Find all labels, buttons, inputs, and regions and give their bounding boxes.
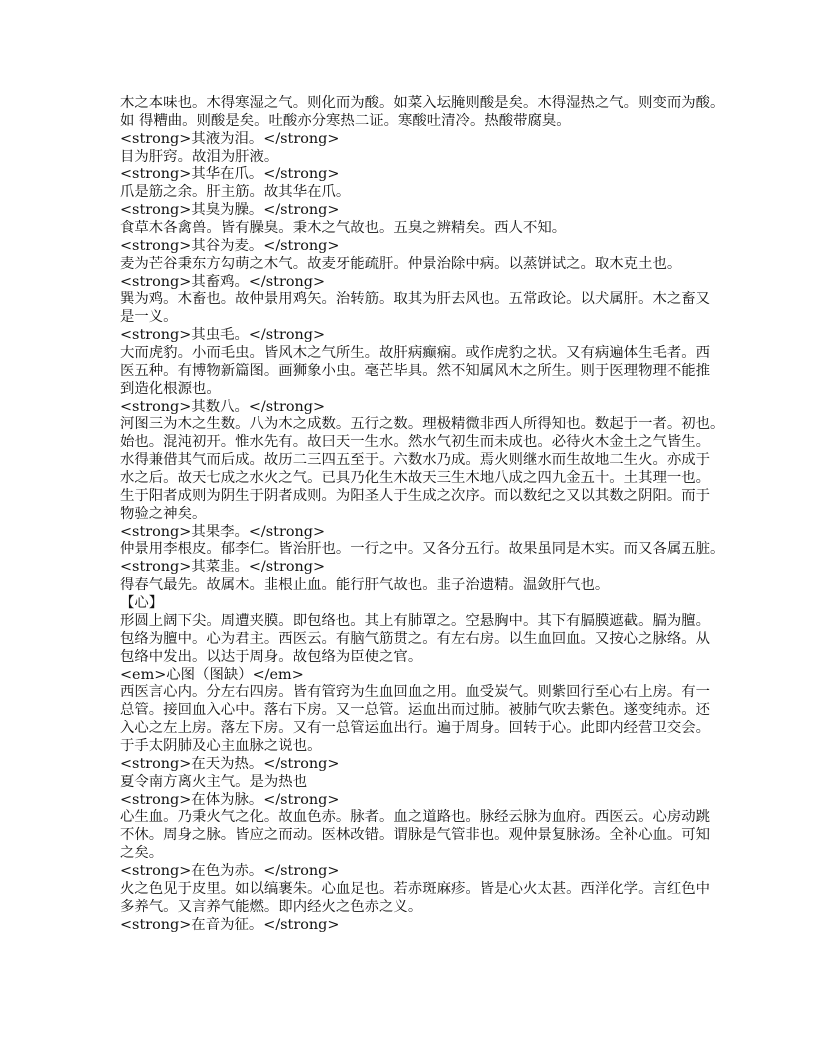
text-line: 麦为芒谷秉东方勾萌之木气。故麦牙能疏肝。仲景治除中病。以蒸饼试之。取木克土也。	[120, 255, 682, 272]
text-line: 总管。接回血入心中。落右下房。又一总管。运血出而过肺。被肺气吹去紫色。遂变纯赤。还	[120, 702, 711, 719]
text-line: 入心之左上房。落左下房。又有一总管运血出行。遍于周身。回转于心。此即内经营卫交会。	[120, 720, 711, 737]
text-line: 如 得糟曲。则酸是矣。吐酸亦分寒热二证。寒酸吐清冷。热酸带腐臭。	[120, 112, 571, 129]
text-line: 物验之神矣。	[120, 505, 207, 522]
section-heading-line: <strong>其菜韭。</strong>	[120, 559, 326, 576]
text-line: 是一义。	[120, 309, 178, 326]
text-line: 不休。周身之脉。皆应之而动。医林改错。谓脉是气管非也。观仲景复脉汤。全补心血。可知	[120, 827, 711, 844]
section-heading-line: <strong>其臭为臊。</strong>	[120, 202, 340, 219]
text-line: 于手太阴肺及心主血脉之说也。	[120, 737, 322, 754]
section-heading-line: <strong>其液为泪。</strong>	[120, 130, 340, 147]
section-heading-line: <strong>其数八。</strong>	[120, 398, 326, 415]
section-heading-line: <strong>其畜鸡。</strong>	[120, 273, 326, 290]
text-line: 西医言心内。分左右四房。皆有管窍为生血回血之用。血受炭气。则紫回行至心右上房。有一	[120, 684, 711, 701]
text-line: 到造化根源也。	[120, 380, 221, 397]
text-line: 包络中发出。以达于周身。故包络为臣使之官。	[120, 648, 423, 665]
document-page	[120, 95, 725, 934]
figure-caption-line: <em>心图（图缺）</em>	[120, 666, 304, 683]
section-heading-line: <strong>其虫毛。</strong>	[120, 327, 326, 344]
text-line: 水得兼借其气而后成。故历二三四五至于。六数水乃成。焉火则继水而生故地二生火。亦成于	[120, 452, 711, 469]
text-line: 得春气最先。故属木。韭根止血。能行肝气故也。韭子治遗精。温敛肝气也。	[120, 577, 610, 594]
text-line: 形圆上阔下尖。周遭夹膜。即包络也。其上有肺罩之。空悬胸中。其下有膈膜遮截。膈为膻。	[120, 612, 711, 629]
text-line: 心生血。乃秉火气之化。故血色赤。脉者。血之道路也。脉经云脉为血府。西医云。心房动跳	[120, 809, 711, 826]
text-line: 仲景用李根皮。郁李仁。皆治肝也。一行之中。又各分五行。故果虽同是木实。而又各属五脏。	[120, 541, 725, 558]
text-line: 水之后。故天七成之水火之气。已具乃化生木故天三生木地八成之四九金五十。土其理一也。	[120, 470, 711, 487]
text-line: 多养气。又言养气能燃。即内经火之色赤之义。	[120, 898, 423, 915]
section-heading-line: <strong>在色为赤。</strong>	[120, 862, 340, 879]
section-heading-line: <strong>在天为热。</strong>	[120, 755, 340, 772]
text-line: 大而虎豹。小而毛虫。皆风木之气所生。故肝病癫痫。或作虎豹之状。又有病遍体生毛者。西	[120, 345, 711, 362]
section-heading-line: <strong>其华在爪。</strong>	[120, 166, 340, 183]
text-line: 火之色见于皮里。如以缟裹朱。心血足也。若赤斑麻疹。皆是心火太甚。西洋化学。言红色中	[120, 880, 711, 897]
text-line: 木之本味也。木得寒湿之气。则化而为酸。如菜入坛腌则酸是矣。木得湿热之气。则变而为酸。	[120, 95, 725, 111]
section-heading-line: <strong>在体为脉。</strong>	[120, 791, 340, 808]
text-line: 夏令南方离火主气。是为热也	[120, 773, 308, 790]
section-heading-line: <strong>在音为征。</strong>	[120, 916, 340, 933]
text-line: 始也。混沌初开。惟水先有。故曰天一生水。然水气初生而未成也。必待火木金土之气皆生。	[120, 434, 711, 451]
text-line: 爪是筋之余。肝主筋。故其华在爪。	[120, 184, 351, 201]
text-line: 巽为鸡。木畜也。故仲景用鸡矢。治转筋。取其为肝去风也。五常政论。以犬属肝。木之畜又	[120, 291, 711, 308]
text-line: 食草木各禽兽。皆有臊臭。秉木之气故也。五臭之辨精矣。西人不知。	[120, 220, 567, 237]
text-line: 河图三为木之生数。八为木之成数。五行之数。理极精微非西人所得知也。数起于一者。初也。	[120, 416, 725, 433]
text-line: 生于阳者成则为阴生于阴者成则。为阳圣人于生成之次序。而以数纪之又以其数之阴阳。而于	[120, 487, 711, 504]
text-line: 之矣。	[120, 845, 164, 862]
text-line: 包络为膻中。心为君主。西医云。有脑气筋贯之。有左右房。以生血回血。又按心之脉络。从	[120, 630, 711, 647]
section-heading-line: <strong>其谷为麦。</strong>	[120, 237, 340, 254]
section-heading-line: <strong>其果李。</strong>	[120, 523, 326, 540]
text-line: 【心】	[120, 595, 164, 612]
text-line: 目为肝窍。故泪为肝液。	[120, 148, 279, 165]
text-line: 医五种。有博物新篇图。画狮象小虫。毫芒毕具。然不知属风木之所生。则于医理物理不能推	[120, 362, 711, 379]
